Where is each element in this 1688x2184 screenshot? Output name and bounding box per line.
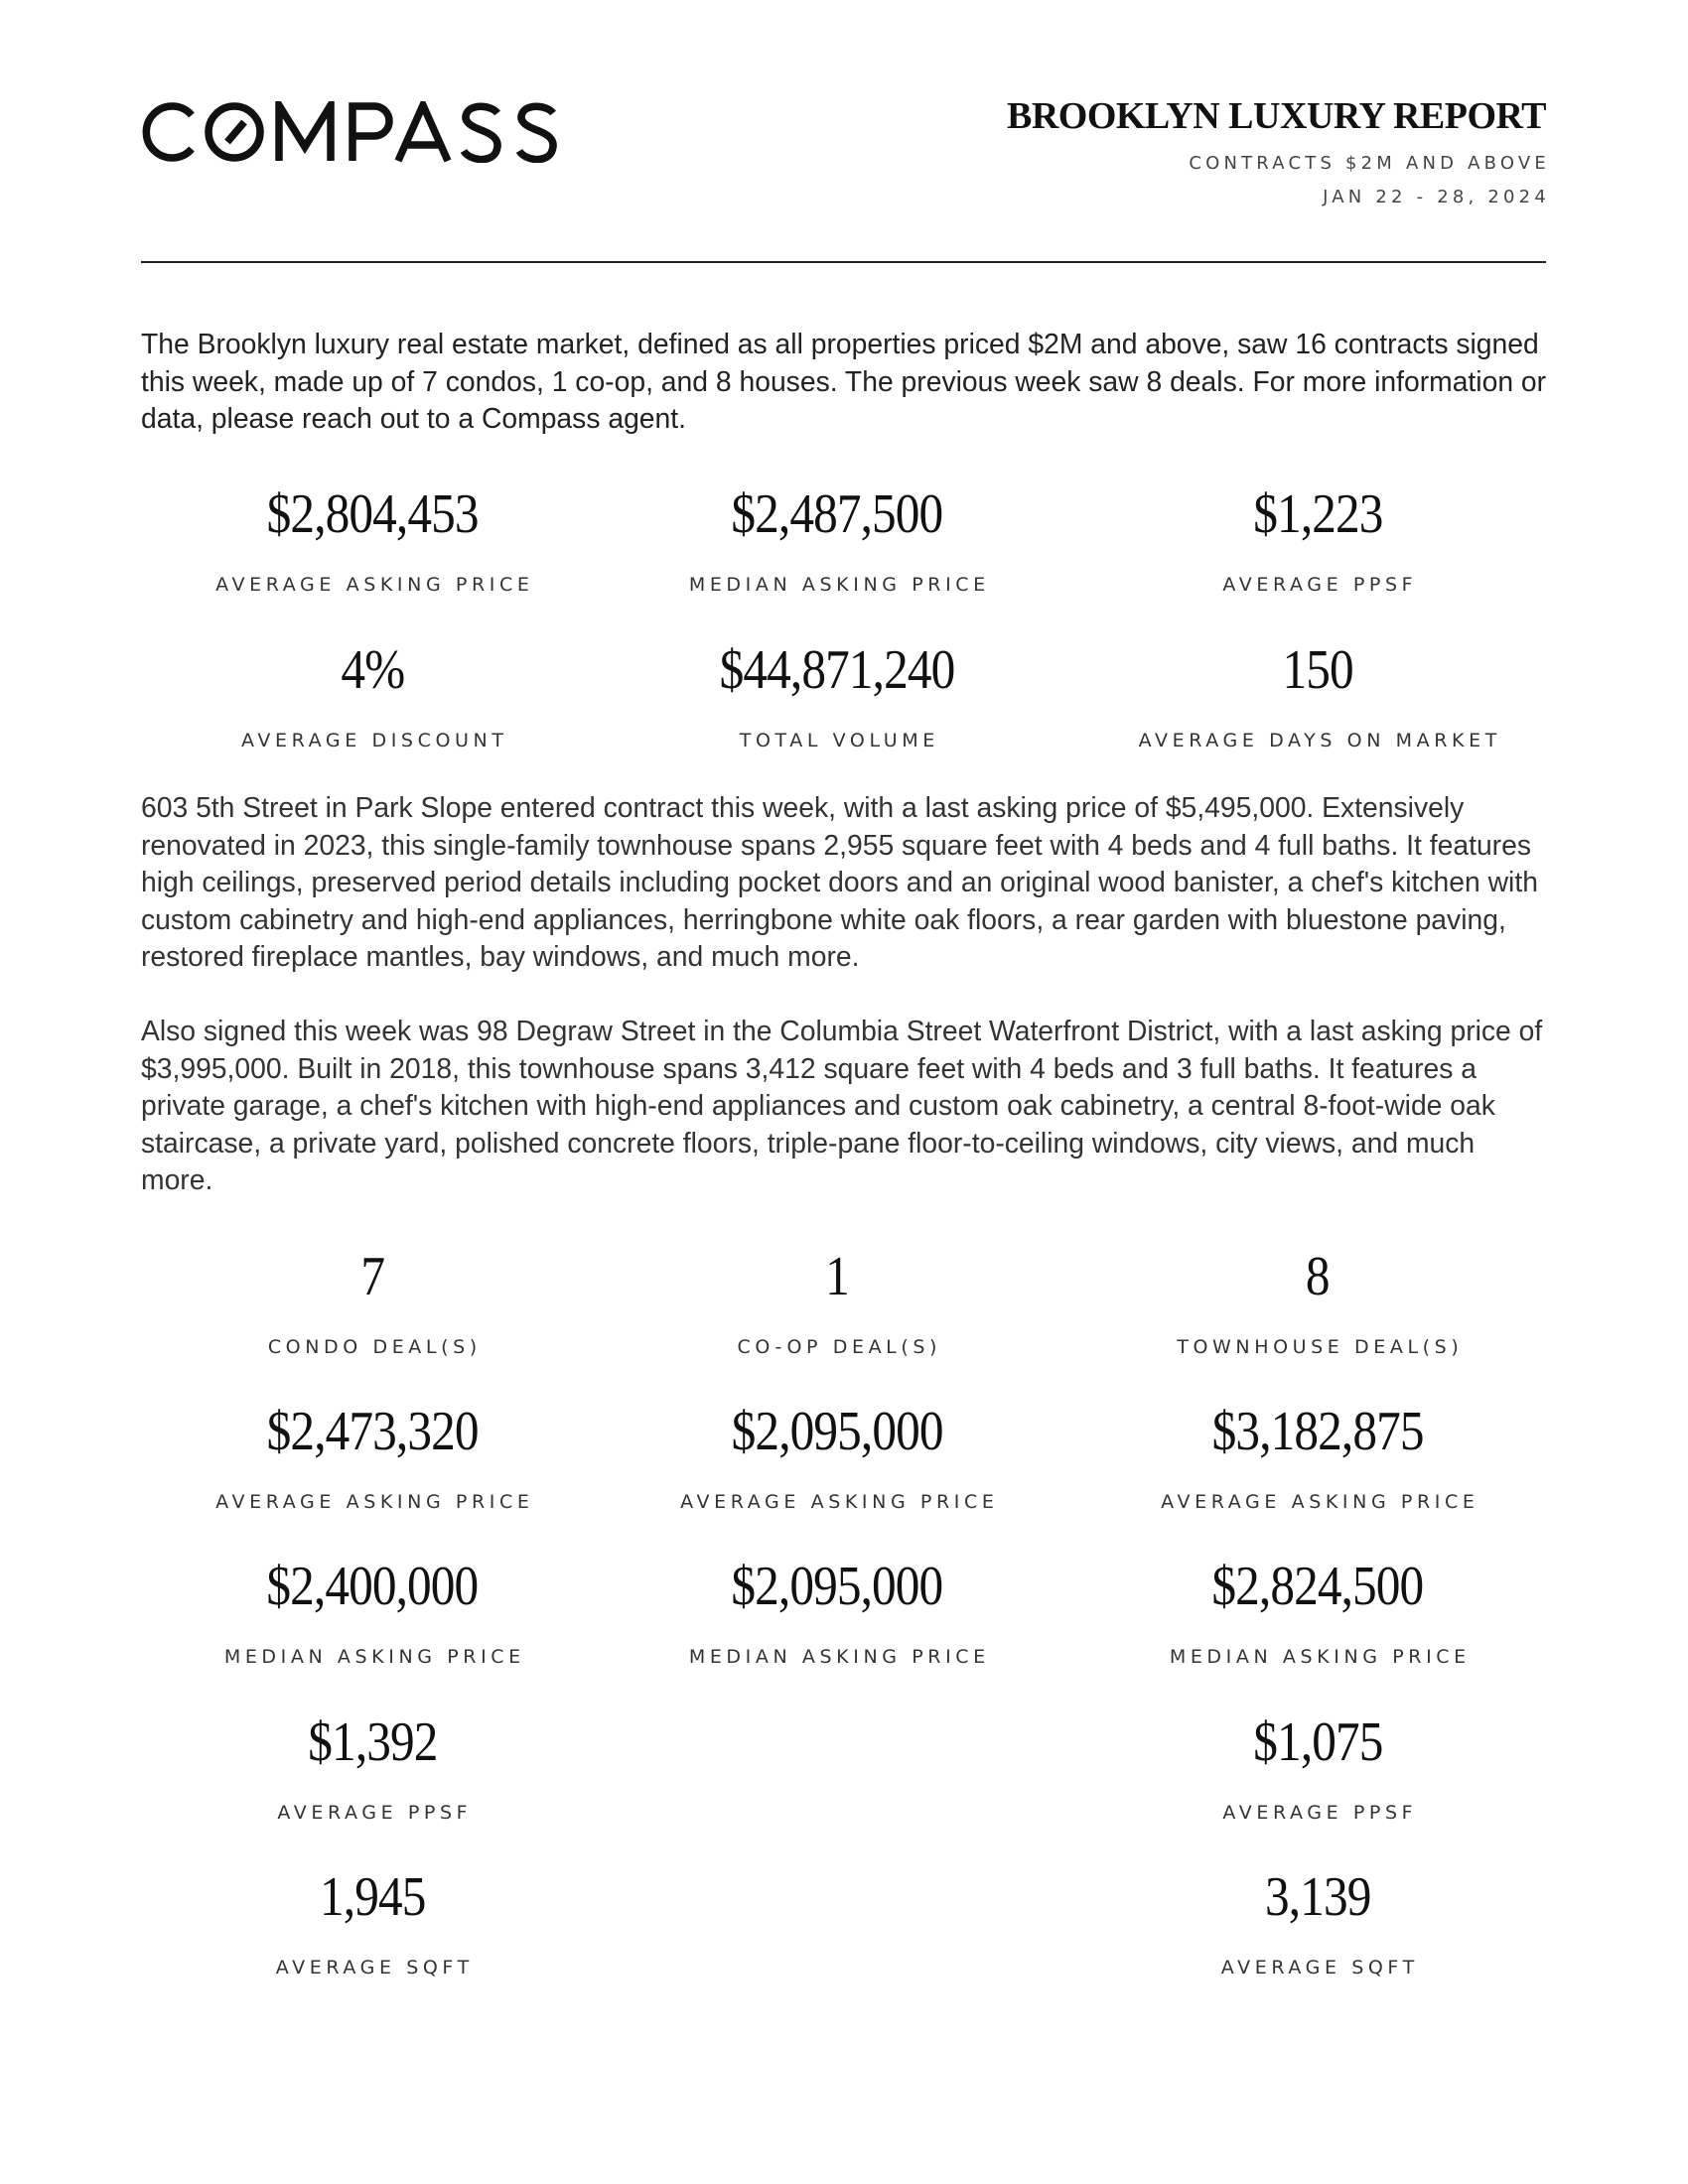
stat-label: MEDIAN ASKING PRICE (688, 574, 990, 596)
stat-value: 4% (341, 639, 404, 701)
stat-label: TOWNHOUSE DEAL(S) (1177, 1336, 1464, 1358)
stat-label: CO-OP DEAL(S) (737, 1336, 942, 1358)
condo-avg-asking-price (215, 1401, 534, 1513)
stat-value: $2,824,500 (1211, 1556, 1424, 1617)
report-header (1006, 95, 1550, 207)
stat-label: MEDIAN ASKING PRICE (223, 1646, 525, 1668)
stat-value: $2,095,000 (731, 1401, 943, 1462)
summary-stat-avg-days-on-market (1138, 639, 1501, 751)
stat-label: AVERAGE ASKING PRICE (215, 1491, 534, 1513)
stat-value: 3,139 (1264, 1866, 1371, 1928)
header-divider (141, 261, 1546, 263)
townhouse-avg-sqft (1220, 1866, 1419, 1979)
stat-value: $2,095,000 (731, 1556, 943, 1617)
condo-deals (267, 1246, 482, 1358)
stat-label: AVERAGE DISCOUNT (241, 730, 508, 751)
coop-median-asking-price (688, 1556, 990, 1668)
stat-value: $3,182,875 (1211, 1401, 1424, 1462)
summary-stat-median-asking-price (688, 483, 990, 596)
stat-label: AVERAGE PPSF (1222, 1802, 1418, 1824)
summary-stat-avg-ppsf (1222, 483, 1418, 596)
stat-value: 8 (1306, 1246, 1330, 1307)
condo-median-asking-price (223, 1556, 525, 1668)
stat-label: CONDO DEAL(S) (267, 1336, 482, 1358)
stat-value: $1,223 (1252, 483, 1383, 545)
summary-stat-avg-discount (241, 639, 508, 751)
stat-label: AVERAGE ASKING PRICE (215, 574, 534, 596)
stat-value: $1,075 (1252, 1711, 1383, 1773)
townhouse-avg-ppsf (1222, 1711, 1418, 1824)
intro-paragraph: The Brooklyn luxury real estate market, defined as all properties priced $2M and above, saw 16 contracts signed this week, made up of 7 condos, 1 co-op, and 8 houses. The previous week saw 8 deals. For more information or data, please reach out to a Compass agent. (141, 328, 1547, 435)
stat-label: AVERAGE ASKING PRICE (1161, 1491, 1479, 1513)
stat-value: 1,945 (319, 1866, 426, 1928)
stat-label: TOTAL VOLUME (739, 730, 939, 751)
stat-label: AVERAGE PPSF (1222, 574, 1418, 596)
stat-value: 150 (1282, 639, 1353, 701)
stat-value: $2,473,320 (266, 1401, 479, 1462)
townhouse-avg-asking-price (1161, 1401, 1479, 1513)
compass-logo-icon (142, 101, 563, 163)
stat-label: AVERAGE ASKING PRICE (680, 1491, 999, 1513)
stat-value: $2,487,500 (731, 483, 943, 545)
stat-value: 1 (825, 1246, 849, 1307)
report-subtitle: CONTRACTS $2M AND ABOVE (1189, 153, 1550, 174)
report-date-range: JAN 22 - 28, 2024 (1323, 187, 1550, 207)
coop-deals (737, 1246, 942, 1358)
townhouse-deals (1177, 1246, 1464, 1358)
stat-value: $2,804,453 (266, 483, 479, 545)
stat-label: MEDIAN ASKING PRICE (1169, 1646, 1471, 1668)
condo-avg-ppsf (277, 1711, 473, 1824)
stat-value: $1,392 (307, 1711, 438, 1773)
coop-avg-asking-price (680, 1401, 999, 1513)
stat-value: $44,871,240 (719, 639, 955, 701)
stat-label: AVERAGE DAYS ON MARKET (1138, 730, 1501, 751)
summary-stat-avg-asking-price (215, 483, 534, 596)
highlight-paragraph-98-degraw-street: Also signed this week was 98 Degraw Street in the Columbia Street Waterfront District, with a last asking price of $3,995,000. Built in 2018, this townhouse spans 3,412 square feet with 4 beds and 3 full baths. It features a private garage, a chef's kitchen with high-end appliances and custom oak cabinetry, a central 8-foot-wide oak staircase, a private yard, polished concrete floors, triple-pane floor-to-ceiling windows, city views, and much more. (141, 1015, 1543, 1196)
townhouse-median-asking-price (1169, 1556, 1471, 1668)
stat-label: AVERAGE PPSF (277, 1802, 473, 1824)
report-title: BROOKLYN LUXURY REPORT (1006, 95, 1546, 137)
compass-logo (142, 97, 563, 167)
stat-label: AVERAGE SQFT (1220, 1957, 1419, 1979)
stat-value: $2,400,000 (266, 1556, 479, 1617)
stat-value: 7 (360, 1246, 384, 1307)
summary-stat-total-volume (704, 639, 971, 751)
condo-avg-sqft (275, 1866, 474, 1979)
stat-label: AVERAGE SQFT (275, 1957, 474, 1979)
stat-label: MEDIAN ASKING PRICE (688, 1646, 990, 1668)
highlight-paragraph-603-5th-street: 603 5th Street in Park Slope entered contract this week, with a last asking price of $5,495,000. Extensively renovated in 2023, this single-family townhouse spans 2,955 square feet with 4 beds and 4 full baths. It features high ceilings, preserved period details including pocket doors and an original wood banister, a chef's kitchen with custom cabinetry and high-end appliances, herringbone white oak floors, a rear garden with bluestone paving, restored fireplace mantles, bay windows, and much more. (141, 791, 1538, 973)
